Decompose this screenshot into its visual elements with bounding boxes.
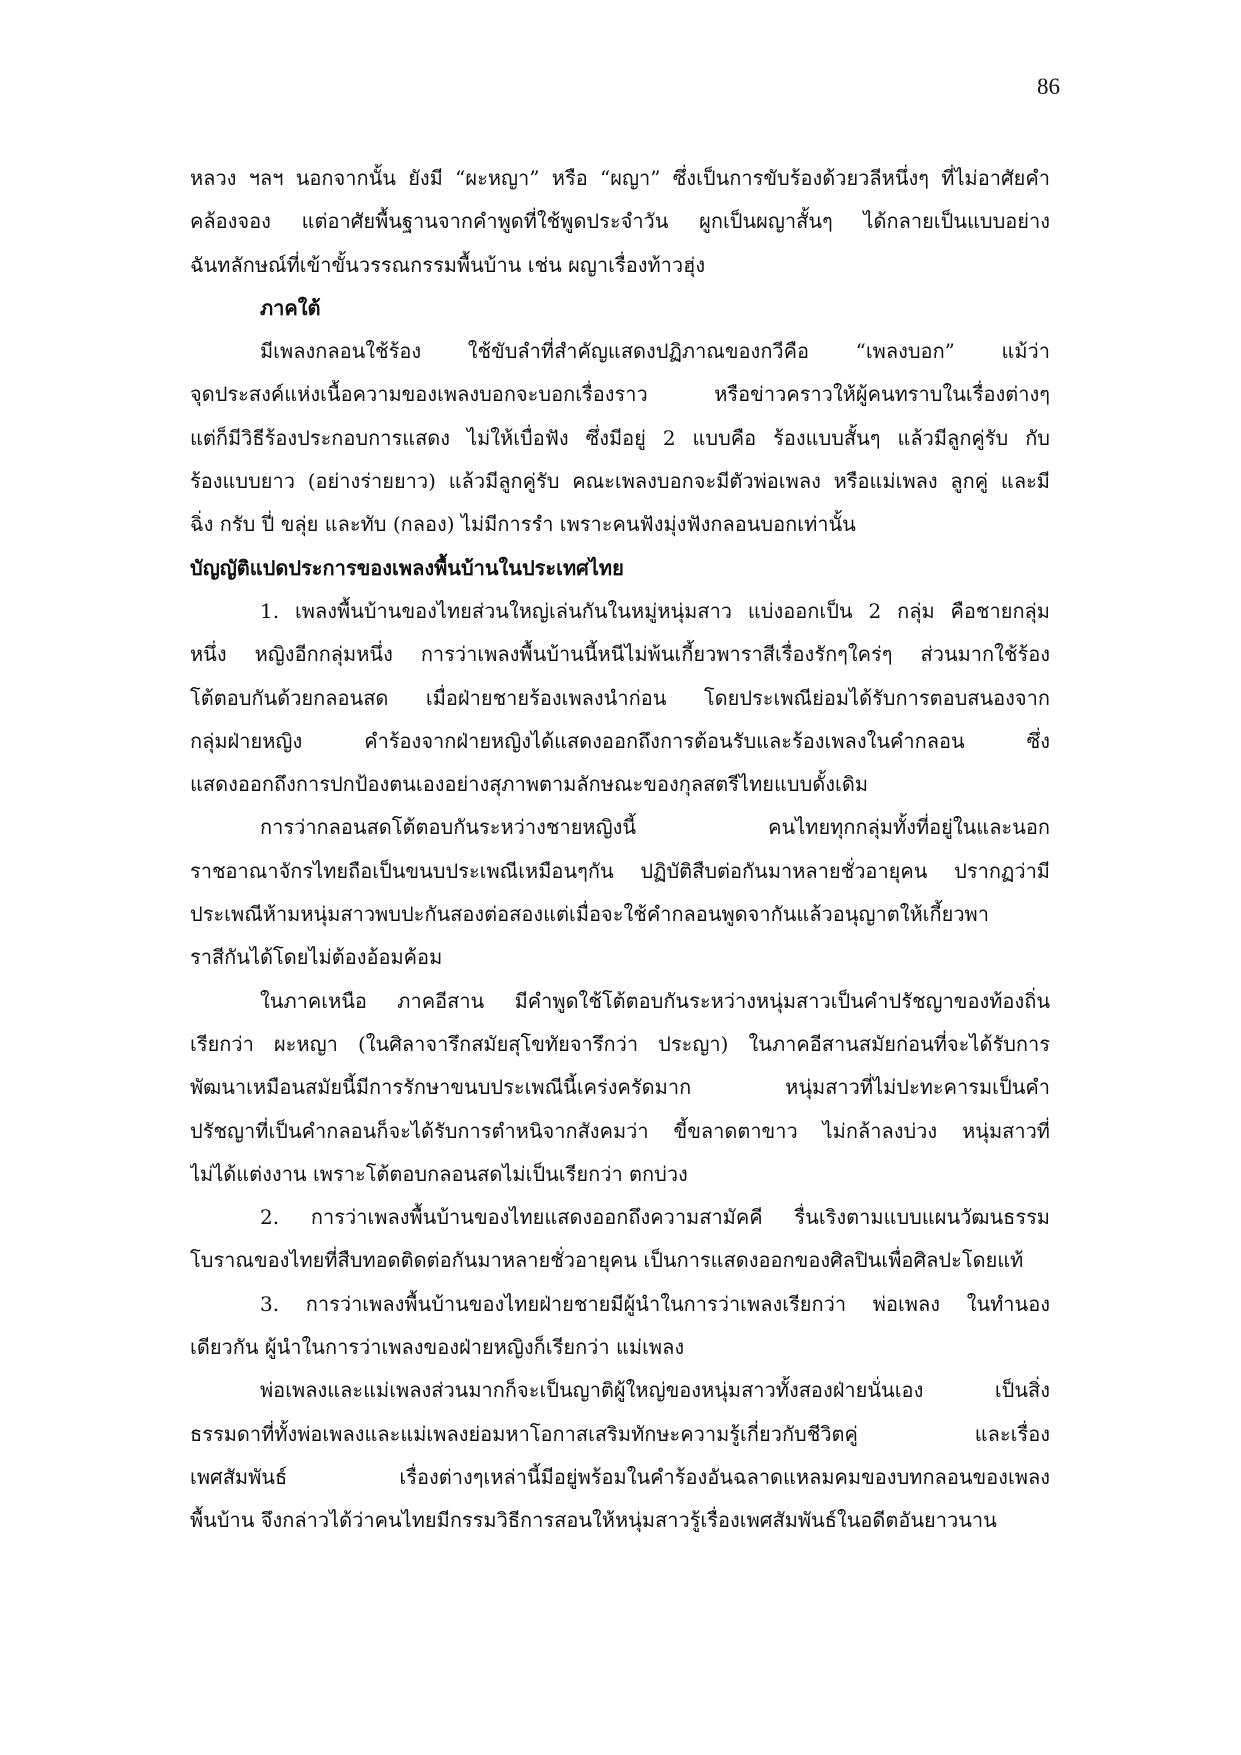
text-line: พ่อเพลงและแม่เพลงส่วนมากก็จะเป็นญาติผู้ใหญ่ของหนุ่มสาวทั้งสองฝ่ายนั่นเอง เป็นสิ่ง — [260, 1378, 1050, 1403]
text-line: เรียกว่า ผะหญา (ในศิลาจารึกสมัยสุโขทัยจารึกว่า ประญา) ในภาคอีสานสมัยก่อนที่จะได้รับการ — [190, 1031, 1050, 1056]
text-line: ไม่ได้แต่งงาน เพราะโต้ตอบกลอนสดไม่เป็นเรียกว่า ตกบ่วง — [190, 1161, 688, 1186]
text-line: 3. การว่าเพลงพื้นบ้านของไทยฝ่ายชายมีผู้นำในการว่าเพลงเรียกว่า พ่อเพลง ในทำนอง — [260, 1291, 1050, 1316]
text-line: เพศสัมพันธ์ เรื่องต่างๆเหล่านี้มีอยู่พร้อมในคำร้องอันฉลาดแหลมคมของบทกลอนของเพลง — [190, 1464, 1050, 1489]
page-number: 86 — [1037, 74, 1060, 99]
paragraph — [190, 806, 1050, 979]
paragraph — [190, 590, 1050, 806]
text-line: พื้นบ้าน จึงกล่าวได้ว่าคนไทยมีกรรมวิธีการสอนให้หนุ่มสาวรู้เรื่องเพศสัมพันธ์ในอดีตอันยาวนาน — [190, 1508, 997, 1533]
paragraph — [190, 330, 1050, 546]
text-line: ราสีกันได้โดยไม่ต้องอ้อมค้อม — [190, 945, 443, 970]
text-line: โต้ตอบกันด้วยกลอนสด เมื่อฝ่ายชายร้องเพลงนำก่อน โดยประเพณีย่อมได้รับการตอบสนองจาก — [190, 685, 1050, 710]
text-line: พัฒนาเหมือนสมัยนี้มีการรักษาขนบประเพณีนี้เคร่งครัดมาก หนุ่มสาวที่ไม่ปะทะคารมเป็นคำ — [190, 1075, 1050, 1100]
heading-text: ภาคใต้ — [260, 295, 321, 320]
text-line: การว่ากลอนสดโต้ตอบกันระหว่างชายหญิงนี้ คนไทยทุกกลุ่มทั้งที่อยู่ในและนอก — [260, 815, 1050, 840]
text-line: 2. การว่าเพลงพื้นบ้านของไทยแสดงออกถึงความสามัคคี รื่นเริงตามแบบแผนวัฒนธรรม — [260, 1205, 1050, 1230]
text-line: จุดประสงค์แห่งเนื้อความของเพลงบอกจะบอกเรื่องราว หรือข่าวคราวให้ผู้คนทราบในเรื่องต่างๆ — [190, 382, 1050, 407]
text-line: แต่ก็มีวิธีร้องประกอบการแสดง ไม่ให้เบื่อฟัง ซึ่งมีอยู่ 2 แบบคือ ร้องแบบสั้นๆ แล้วมีลูกคู่รับ กับ — [190, 425, 1050, 450]
text-line: ปรัชญาที่เป็นคำกลอนก็จะได้รับการตำหนิจากสังคมว่า ขี้ขลาดตาขาว ไม่กล้าลงบ่วง หนุ่มสาวที่ — [190, 1118, 1050, 1143]
section-heading — [190, 287, 1050, 330]
text-line: กลุ่มฝ่ายหญิง คำร้องจากฝ่ายหญิงได้แสดงออกถึงการต้อนรับและร้องเพลงในคำกลอน ซึ่ง — [190, 728, 1050, 753]
paragraph — [190, 1196, 1050, 1283]
text-line: หลวง ฯลฯ นอกจากนั้น ยังมี “ผะหญา” หรือ “ผญา” ซึ่งเป็นการขับร้องด้วยวลีหนึ่งๆ ที่ไม่อาศัยคำ — [190, 166, 1050, 190]
text-line: แสดงออกถึงการปกป้องตนเองอย่างสุภาพตามลักษณะของกุลสตรีไทยแบบดั้งเดิม — [190, 772, 869, 797]
text-line: ธรรมดาที่ทั้งพ่อเพลงและแม่เพลงย่อมหาโอกาสเสริมทักษะความรู้เกี่ยวกับชีวิตคู่ และเรื่อง — [190, 1421, 1050, 1446]
text-line: ร้องแบบยาว (อย่างร่ายยาว) แล้วมีลูกคู่รับ คณะเพลงบอกจะมีตัวพ่อเพลง หรือแม่เพลง ลูกคู่ และมี — [190, 469, 1050, 494]
paragraph — [190, 1369, 1050, 1542]
text-line: ฉิ่ง กรับ ปี่ ขลุ่ย และทับ (กลอง) ไม่มีการรำ เพราะคนฟังมุ่งฟังกลอนบอกเท่านั้น — [190, 512, 856, 537]
text-line: คล้องจอง แต่อาศัยพื้นฐานจากคำพูดที่ใช้พูดประจำวัน ผูกเป็นผญาสั้นๆ ได้กลายเป็นแบบอย่าง — [190, 209, 1050, 234]
paragraph — [190, 157, 1050, 287]
text-line: ในภาคเหนือ ภาคอีสาน มีคำพูดใช้โต้ตอบกันระหว่างหนุ่มสาวเป็นคำปรัชญาของท้องถิ่น — [260, 988, 1050, 1013]
heading-text: บัญญัติแปดประการของเพลงพื้นบ้านในประเทศไทย — [190, 555, 624, 580]
text-line: ฉันทลักษณ์ที่เข้าขั้นวรรณกรรมพื้นบ้าน เช่น ผญาเรื่องท้าวฮุ่ง — [190, 252, 706, 277]
text-line: 1. เพลงพื้นบ้านของไทยส่วนใหญ่เล่นกันในหมู่หนุ่มสาว แบ่งออกเป็น 2 กลุ่ม คือชายกลุ่ม — [260, 598, 1050, 623]
section-heading — [190, 547, 1050, 590]
text-line: โบราณของไทยที่สืบทอดติดต่อกันมาหลายชั่วอายุคน เป็นการแสดงออกของศิลปินเพื่อศิลปะโดยแท้ — [190, 1248, 1024, 1273]
paragraph — [190, 1283, 1050, 1370]
page-body — [190, 157, 1050, 1543]
text-line: หนึ่ง หญิงอีกกลุ่มหนึ่ง การว่าเพลงพื้นบ้านนี้หนีไม่พ้นเกี้ยวพาราสีเรื่องรักๆใคร่ๆ ส่วนมากใช้ร้อง — [190, 642, 1050, 667]
text-line: เดียวกัน ผู้นำในการว่าเพลงของฝ่ายหญิงก็เรียกว่า แม่เพลง — [190, 1335, 685, 1360]
text-line: ราชอาณาจักรไทยถือเป็นขนบประเพณีเหมือนๆกัน ปฏิบัติสืบต่อกันมาหลายชั่วอายุคน ปรากฏว่ามี — [190, 858, 1050, 883]
text-line: ประเพณีห้ามหนุ่มสาวพบปะกันสองต่อสองแต่เมื่อจะใช้คำกลอนพูดจากันแล้วอนุญาตให้เกี้ยวพา — [190, 902, 989, 927]
paragraph — [190, 980, 1050, 1196]
text-line: มีเพลงกลอนใช้ร้อง ใช้ขับลำที่สำคัญแสดงปฏิภาณของกวีคือ “เพลงบอก” แม้ว่า — [260, 339, 1050, 364]
